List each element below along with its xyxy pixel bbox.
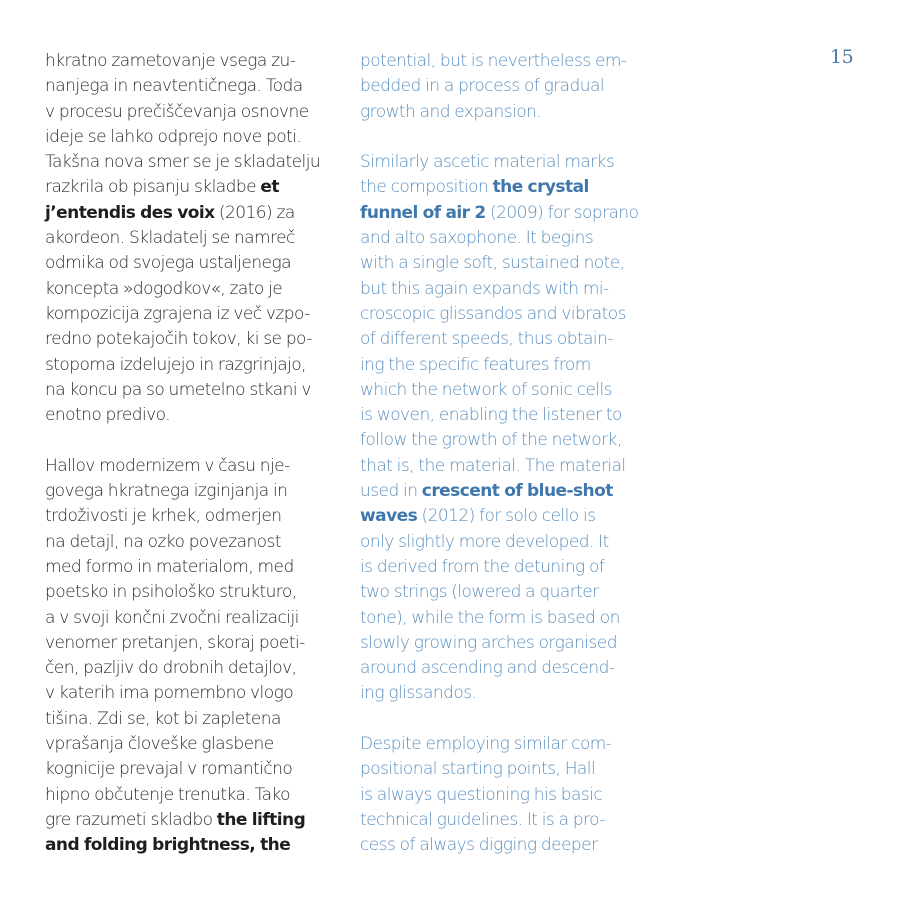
text-line: nanjega in neavtentičnega. Toda [45,76,303,97]
text-line: potential, but is nevertheless em- [360,51,627,71]
text-line: a v svoji končni zvočni realizaciji [45,607,299,628]
text-line: na detajl, na ozko povezanost [45,531,281,552]
text-line [360,504,660,529]
text-line: but this again expands with mi- [360,278,609,299]
text-line: govega hkratnega izginjanja in [45,481,288,502]
text-line: is woven, enabling the listener to [360,405,622,426]
text-line [360,201,660,226]
work-title: and folding brightness, the [45,835,291,856]
text-line: redno potekajočih tokov, ki se po- [45,329,312,350]
paragraph [45,454,335,859]
text-line: Despite employing similar com- [360,734,612,755]
text-line: v katerih ima pomembno vlogo [45,683,294,704]
text-segment: the composition [360,177,493,198]
text-line: akordeon. Skladatelj se namreč [45,228,295,249]
text-line: ing the specific features from [360,354,591,375]
text-line: Hallov modernizem v času nje- [45,455,290,476]
text-line: which the network of sonic cells [360,379,612,400]
text-line [45,808,335,833]
text-line: tišina. Zdi se, kot bi zapletena [45,708,281,729]
paragraph [360,49,660,125]
text-segment: gre razumeti skladbo [45,809,217,830]
text-line: Similarly ascetic material marks [360,152,615,173]
text-line: bedded in a process of gradual [360,76,605,97]
text-line [45,833,335,858]
text-line: poetsko in psihološko strukturo, [45,582,297,603]
paragraph [45,49,335,428]
text-segment: used in [360,481,422,502]
text-line: is derived from the detuning of [360,556,605,577]
text-line: venomer pretanjen, skoraj poeti- [45,632,305,653]
text-line: Takšna nova smer se je skladatelju [45,152,321,173]
page-number: 15 [830,46,854,68]
text-line [45,175,335,200]
text-line: with a single soft, sustained note, [360,253,625,274]
text-line [360,175,660,200]
text-line: cess of always digging deeper [360,835,598,856]
english-text-column [360,49,660,859]
text-line: croscopic glissandos and vibratos [360,303,626,324]
work-title: funnel of air 2 [360,202,486,223]
paragraph-gap [360,125,660,150]
text-line: only slightly more developed. It [360,531,609,552]
text-line: čen, pazljiv do drobnih detajlov, [45,658,297,679]
text-segment: (2009) for soprano [485,202,639,223]
work-title: the lifting [216,809,306,830]
work-title: the crystal [492,177,589,198]
text-line: and alto saxophone. It begins [360,228,594,249]
work-title: waves [360,506,418,527]
text-line: kompozicija zgrajena iz več vzpo- [45,303,310,324]
text-line: technical guidelines. It is a pro- [360,809,605,830]
text-line: slowly growing arches organised [360,632,617,653]
text-line: stopoma izdelujejo in razgrinjajo, [45,354,306,375]
text-segment: razkrila ob pisanju skladbe [45,177,261,198]
text-line: vprašanja človeške glasbene [45,734,274,755]
text-segment: (2016) za [214,202,295,223]
text-line: two strings (lowered a quarter [360,582,599,603]
text-line: enotno predivo. [45,405,171,426]
text-line: that is, the material. The material [360,455,626,476]
text-line: tone), while the form is based on [360,607,620,628]
work-title: et [260,177,279,198]
paragraph-gap [360,707,660,732]
text-segment: (2012) for solo cello is [417,506,596,527]
text-line: odmika od svojega ustaljenega [45,253,291,274]
text-line: ing glissandos. [360,683,477,704]
text-line: na koncu pa so umetelno stkani v [45,379,311,400]
text-line: trdoživosti je krhek, odmerjen [45,506,282,527]
text-line: hkratno zametovanje vsega zu- [45,51,296,71]
work-title: j’entendis des voix [45,202,215,223]
text-line: hipno občutenje trenutka. Tako [45,784,291,805]
paragraph [360,732,660,858]
slovenian-text-column [45,49,335,859]
paragraph [360,150,660,707]
text-line: ideje se lahko odprejo nove poti. [45,126,302,147]
text-line: v procesu prečiščevanja osnovne [45,101,309,122]
text-line: of different speeds, thus obtain- [360,329,613,350]
text-line [360,479,660,504]
text-line: koncepta »dogodkov«, zato je [45,278,283,299]
text-line [45,201,335,226]
text-line: around ascending and descend- [360,658,615,679]
text-line: follow the growth of the network, [360,430,622,451]
work-title: crescent of blue-shot [421,481,613,502]
text-line: growth and expansion. [360,101,542,122]
text-line: kognicije prevajal v romantično [45,759,293,780]
text-line: is always questioning his basic [360,784,603,805]
paragraph-gap [45,428,335,453]
text-line: med formo in materialom, med [45,556,294,577]
text-line: positional starting points, Hall [360,759,596,780]
